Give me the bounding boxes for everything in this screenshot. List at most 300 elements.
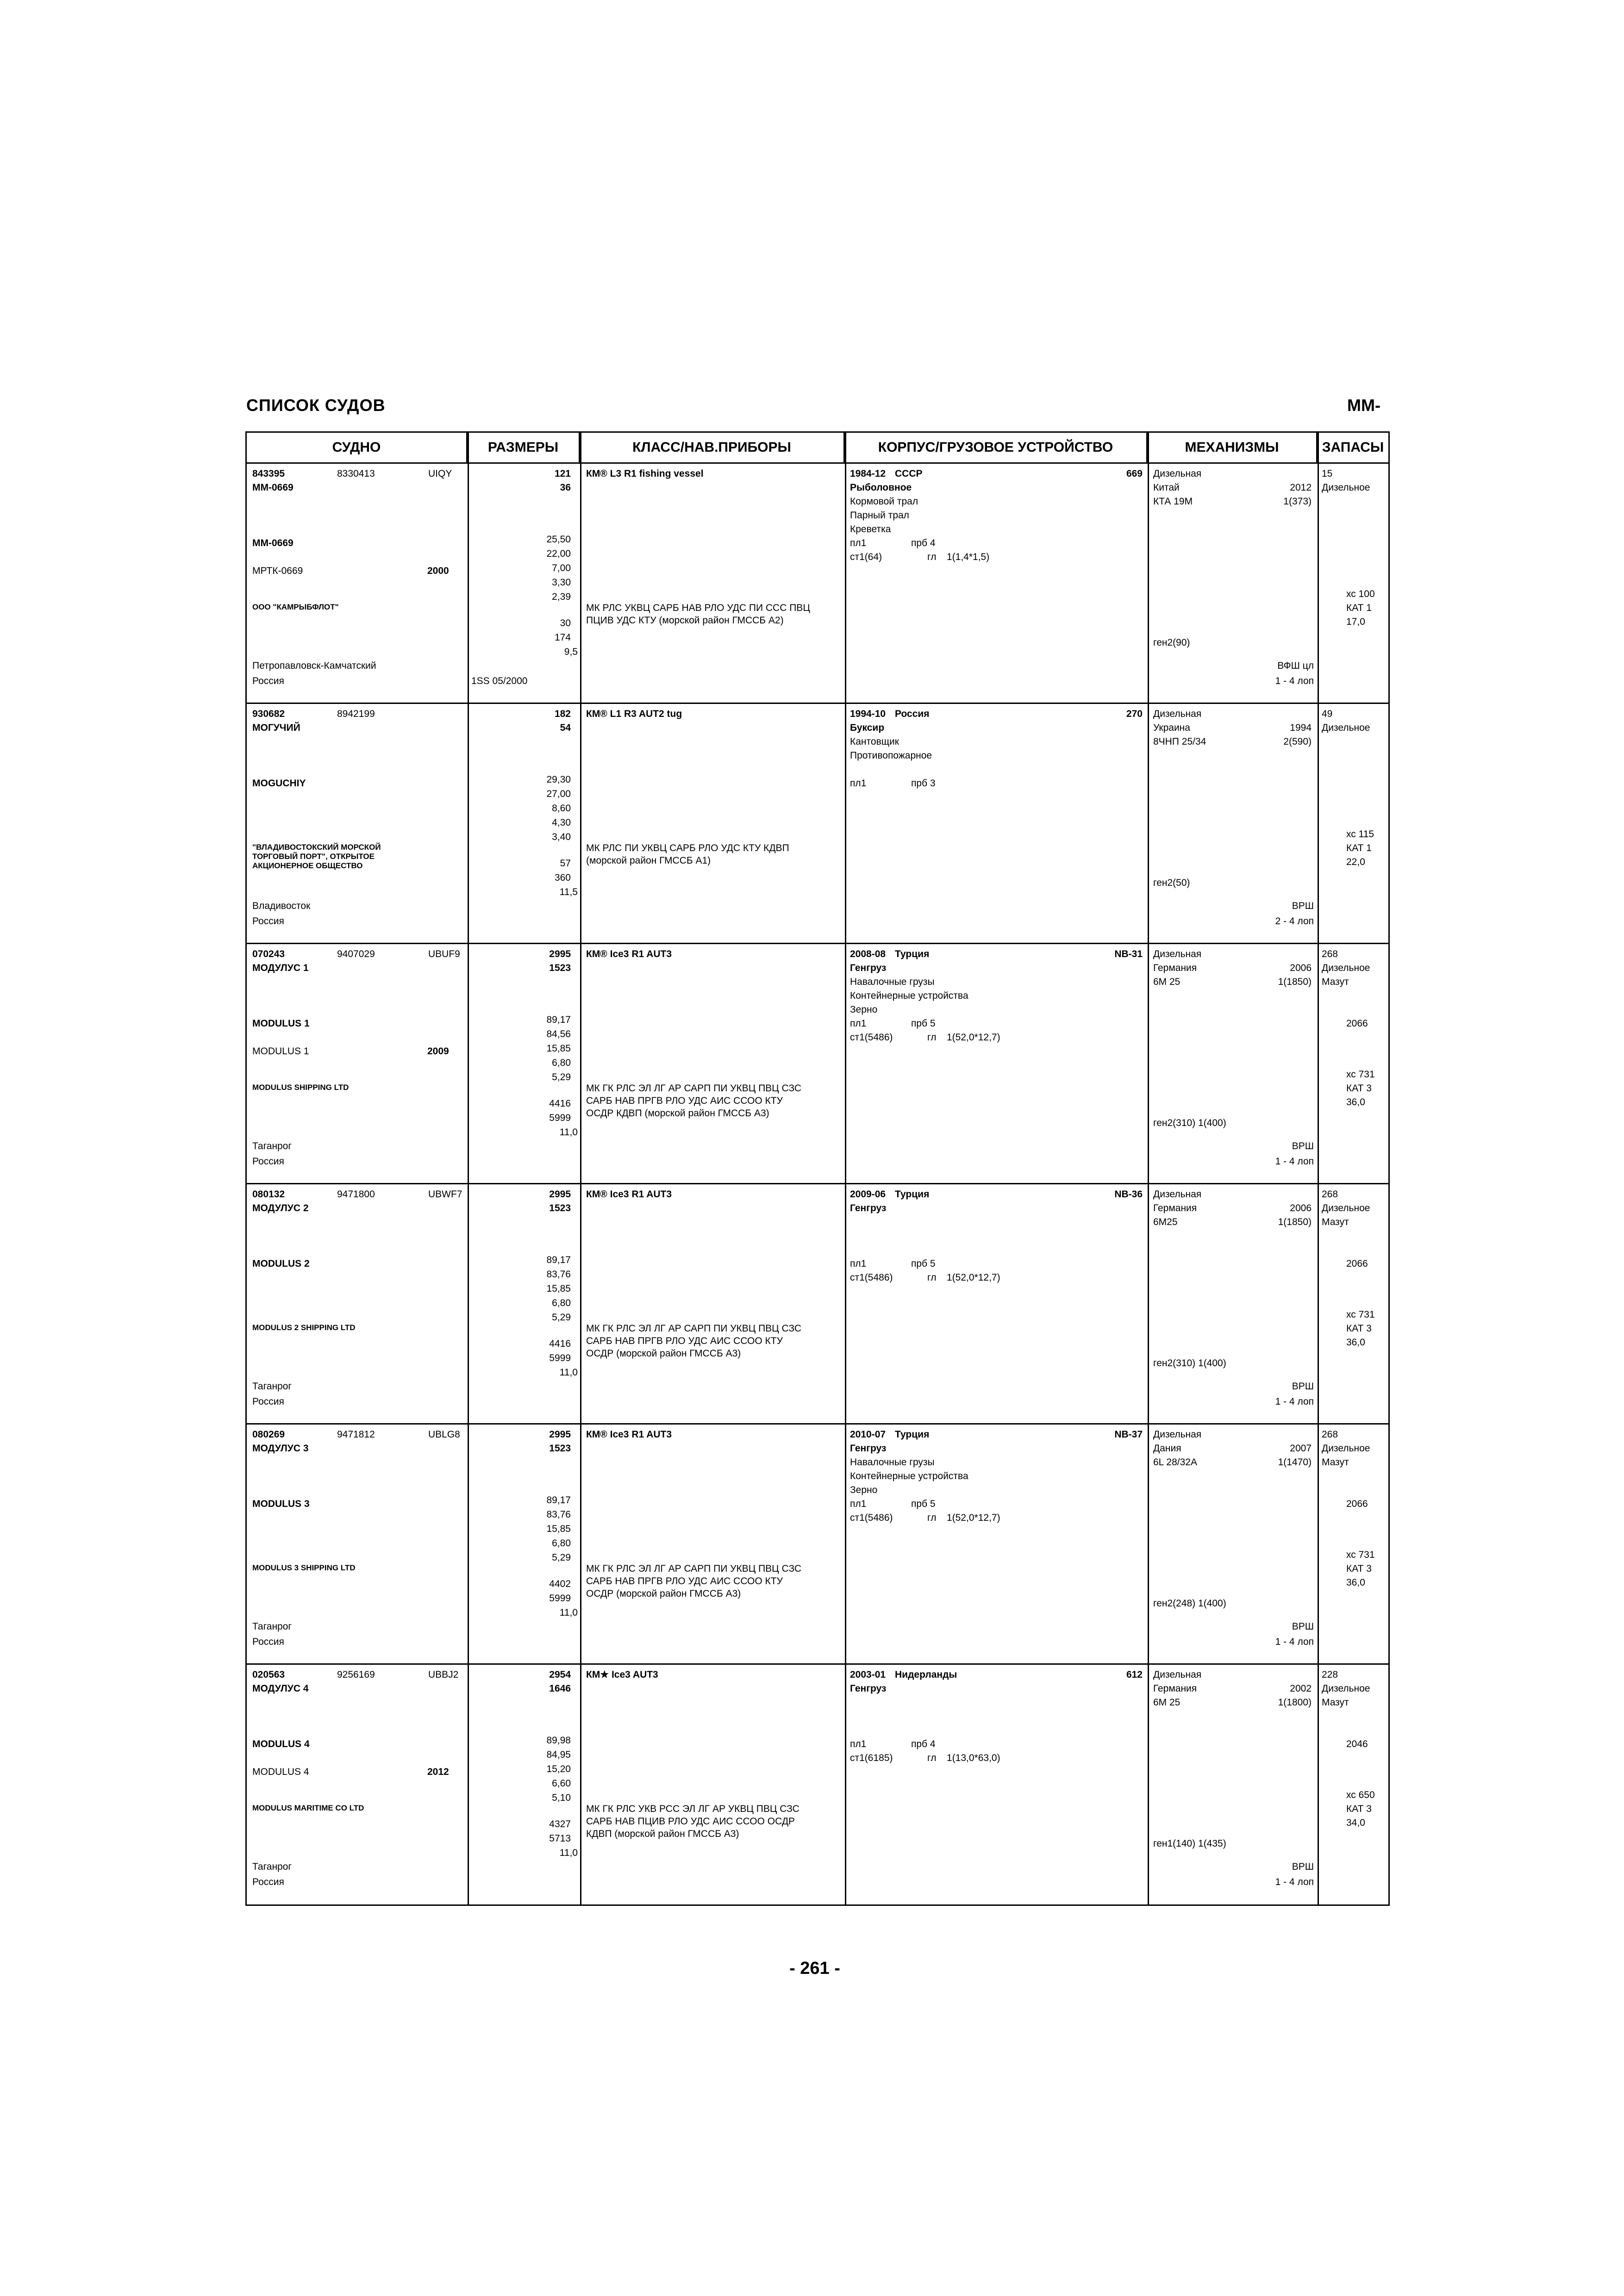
deck-count: пл1 bbox=[850, 538, 867, 548]
hull-feature-line: Контейнерные устройства bbox=[850, 1471, 968, 1481]
home-port: Таганрог bbox=[252, 1621, 292, 1632]
cargo-holds: ст1(6185) bbox=[850, 1753, 893, 1763]
propeller: ВРШ bbox=[1292, 1621, 1314, 1632]
ship-name-latin: MODULUS 3 bbox=[252, 1499, 310, 1509]
navigation-line: МК РЛС УКВЦ САРБ НАВ РЛО УДС ПИ ССС ПВЦ bbox=[586, 603, 810, 613]
length-pp: 83,76 bbox=[546, 1509, 571, 1520]
hatch-type: гл bbox=[927, 552, 937, 562]
navigation-line: САРБ НАВ ПРГВ РЛО УДС АИС ССОО КТУ bbox=[586, 1336, 783, 1346]
category: КАТ 1 bbox=[1346, 603, 1372, 613]
refrigeration: хс 731 bbox=[1346, 1549, 1375, 1560]
gross-tonnage: 2995 bbox=[549, 1189, 571, 1200]
former-name-year: 2012 bbox=[427, 1767, 449, 1777]
gross-tonnage: 2954 bbox=[549, 1669, 571, 1680]
deck-count: пл1 bbox=[850, 1499, 867, 1509]
ship-name: ММ-0669 bbox=[252, 482, 294, 493]
length-overall: 25,50 bbox=[546, 534, 571, 545]
yard-number: NB-31 bbox=[1114, 949, 1143, 959]
country: Россия bbox=[252, 1396, 284, 1407]
stores-extra: 2066 bbox=[1346, 1258, 1368, 1269]
owner: MODULUS MARITIME CO LTD bbox=[252, 1804, 364, 1812]
draught: 3,40 bbox=[552, 832, 571, 842]
call-sign: UBLG8 bbox=[428, 1429, 460, 1440]
length-overall: 89,17 bbox=[546, 1014, 571, 1025]
owner: MODULUS SHIPPING LTD bbox=[252, 1083, 349, 1092]
endurance: 36,0 bbox=[1346, 1337, 1365, 1348]
refrigeration: хс 731 bbox=[1346, 1069, 1375, 1080]
fuel-type-2: Мазут bbox=[1322, 1457, 1349, 1468]
propeller: ВРШ bbox=[1292, 1381, 1314, 1392]
bulkheads: прб 5 bbox=[911, 1258, 936, 1269]
navigation-line: ОСДР (морской район ГМССБ А3) bbox=[586, 1588, 741, 1599]
engine-power: 1(1850) bbox=[1278, 977, 1312, 987]
net-tonnage: 54 bbox=[560, 722, 571, 733]
gross-tonnage: 121 bbox=[554, 468, 571, 479]
document-title: СПИСОК СУДОВ bbox=[246, 396, 386, 415]
ship-entry bbox=[247, 1184, 1388, 1425]
owner: MODULUS 2 SHIPPING LTD bbox=[252, 1323, 356, 1332]
build-date: 2010-07 bbox=[850, 1429, 886, 1440]
category: КАТ 3 bbox=[1346, 1804, 1372, 1814]
engine-power: 1(1850) bbox=[1278, 1217, 1312, 1227]
net-tonnage: 1523 bbox=[549, 1203, 571, 1213]
fuel-type-2: Мазут bbox=[1322, 1217, 1349, 1227]
call-sign: UBWF7 bbox=[428, 1189, 462, 1200]
generators: ген1(140) 1(435) bbox=[1153, 1838, 1226, 1849]
fuel-capacity: 15 bbox=[1322, 468, 1333, 479]
fuel-capacity: 268 bbox=[1322, 949, 1338, 959]
ship-type: Генгруз bbox=[850, 1443, 887, 1454]
former-name: MODULUS 4 bbox=[252, 1767, 309, 1777]
fuel-type-2: Мазут bbox=[1322, 1697, 1349, 1708]
speed-knots: 11,0 bbox=[559, 1127, 578, 1138]
hull-feature-line: Навалочные грузы bbox=[850, 1457, 935, 1468]
engine-type: Дизельная bbox=[1153, 1189, 1202, 1200]
registry-number: 020563 bbox=[252, 1669, 285, 1680]
propeller: ВФШ цл bbox=[1277, 660, 1314, 671]
stores-extra: 2066 bbox=[1346, 1499, 1368, 1509]
draught: 5,29 bbox=[552, 1072, 571, 1083]
breadth: 7,00 bbox=[552, 563, 571, 573]
refrigeration: хс 115 bbox=[1346, 829, 1374, 840]
displacement: 5999 bbox=[549, 1353, 571, 1363]
engine-country: Германия bbox=[1153, 1683, 1197, 1694]
propeller-blades: 1 - 4 лоп bbox=[1275, 676, 1314, 686]
engine-type: Дизельная bbox=[1153, 709, 1202, 719]
bulkheads: прб 5 bbox=[911, 1499, 936, 1509]
build-date: 2009-06 bbox=[850, 1189, 886, 1200]
column-divider bbox=[1318, 433, 1319, 1904]
deadweight: 4416 bbox=[549, 1098, 571, 1109]
ship-name: МОДУЛУС 4 bbox=[252, 1683, 309, 1694]
hatch-size: 1(1,4*1,5) bbox=[947, 552, 990, 562]
generators: ген2(310) 1(400) bbox=[1153, 1358, 1226, 1369]
country: Россия bbox=[252, 1156, 284, 1167]
length-pp: 84,95 bbox=[546, 1749, 571, 1760]
class-notation: КМ★ Ice3 AUT3 bbox=[586, 1669, 658, 1680]
engine-year: 2007 bbox=[1290, 1443, 1312, 1454]
generators: ген2(248) 1(400) bbox=[1153, 1598, 1226, 1609]
yard-number: NB-37 bbox=[1114, 1429, 1143, 1440]
draught: 5,29 bbox=[552, 1312, 571, 1323]
former-name: MODULUS 1 bbox=[252, 1046, 309, 1057]
fuel-type: Дизельное bbox=[1322, 722, 1370, 733]
propeller: ВРШ bbox=[1292, 1861, 1314, 1872]
length-overall: 89,98 bbox=[546, 1735, 571, 1746]
refrigeration: хс 650 bbox=[1346, 1790, 1375, 1800]
propeller: ВРШ bbox=[1292, 1141, 1314, 1151]
depth: 4,30 bbox=[552, 817, 571, 828]
breadth: 15,85 bbox=[546, 1043, 571, 1054]
call-sign: UBBJ2 bbox=[428, 1669, 459, 1680]
draught: 5,29 bbox=[552, 1552, 571, 1563]
navigation-line: МК ГК РЛС ЭЛ ЛГ АР САРП ПИ УКВЦ ПВЦ СЗС bbox=[586, 1323, 802, 1334]
engine-model: КТА 19М bbox=[1153, 496, 1193, 507]
net-tonnage: 36 bbox=[560, 482, 571, 493]
bulkheads: прб 3 bbox=[911, 778, 936, 789]
hull-feature-line: Контейнерные устройства bbox=[850, 990, 968, 1001]
table-header bbox=[247, 433, 1388, 464]
hull-feature-line: Кормовой трал bbox=[850, 496, 918, 507]
hull-feature-line: Креветка bbox=[850, 524, 891, 535]
ship-type: Буксир bbox=[850, 722, 885, 733]
registry-number: 070243 bbox=[252, 949, 285, 959]
hatch-size: 1(52,0*12,7) bbox=[947, 1272, 1000, 1283]
registry-number: 843395 bbox=[252, 468, 285, 479]
length-overall: 89,17 bbox=[546, 1495, 571, 1506]
generators: ген2(310) 1(400) bbox=[1153, 1118, 1226, 1128]
navigation-line: МК ГК РЛС ЭЛ ЛГ АР САРП ПИ УКВЦ ПВЦ СЗС bbox=[586, 1083, 802, 1094]
call-sign: UIQY bbox=[428, 468, 452, 479]
draught: 2,39 bbox=[552, 591, 571, 602]
owner: ООО "КАМРЫБФЛОТ" bbox=[252, 603, 339, 611]
endurance: 36,0 bbox=[1346, 1097, 1365, 1108]
endurance: 17,0 bbox=[1346, 616, 1365, 627]
endurance: 22,0 bbox=[1346, 857, 1365, 867]
imo-number: 9471800 bbox=[337, 1189, 375, 1200]
ship-type: Генгруз bbox=[850, 963, 887, 973]
propeller-blades: 1 - 4 лоп bbox=[1275, 1396, 1314, 1407]
engine-model: 8ЧНП 25/34 bbox=[1153, 736, 1206, 747]
yard-number: 270 bbox=[1126, 709, 1143, 719]
column-divider bbox=[580, 433, 581, 1904]
home-port: Таганрог bbox=[252, 1381, 292, 1392]
breadth: 15,20 bbox=[546, 1764, 571, 1774]
home-port: Владивосток bbox=[252, 901, 311, 911]
section-code: ММ- bbox=[1347, 396, 1380, 415]
country: Россия bbox=[252, 676, 284, 686]
hatch-type: гл bbox=[927, 1753, 937, 1763]
engine-country: Китай bbox=[1153, 482, 1180, 493]
engine-year: 2006 bbox=[1290, 1203, 1312, 1213]
navigation-line: САРБ НАВ ПРГВ РЛО УДС АИС ССОО КТУ bbox=[586, 1576, 783, 1587]
ship-name-latin: MODULUS 4 bbox=[252, 1739, 310, 1749]
hull-feature-line: Зерно bbox=[850, 1004, 878, 1015]
cargo-holds: ст1(64) bbox=[850, 552, 882, 562]
ship-name-latin: MODULUS 2 bbox=[252, 1258, 310, 1269]
navigation-line: МК ГК РЛС УКВ РСС ЭЛ ЛГ АР УКВЦ ПВЦ СЗС bbox=[586, 1804, 800, 1814]
breadth: 8,60 bbox=[552, 803, 571, 814]
depth: 6,80 bbox=[552, 1538, 571, 1549]
endurance: 36,0 bbox=[1346, 1577, 1365, 1588]
length-pp: 84,56 bbox=[546, 1029, 571, 1039]
class-notation: КМ® L1 R3 AUT2 tug bbox=[586, 709, 682, 719]
ship-name-latin: MM-0669 bbox=[252, 538, 294, 548]
length-pp: 27,00 bbox=[546, 789, 571, 799]
engine-model: 6M 25 bbox=[1153, 977, 1181, 987]
fuel-capacity: 268 bbox=[1322, 1189, 1338, 1200]
engine-power: 1(373) bbox=[1283, 496, 1312, 507]
header-stores: ЗАПАСЫ bbox=[1322, 440, 1384, 455]
engine-year: 2006 bbox=[1290, 963, 1312, 973]
ship-name: МОДУЛУС 3 bbox=[252, 1443, 309, 1454]
depth: 6,60 bbox=[552, 1778, 571, 1789]
imo-number: 9407029 bbox=[337, 949, 375, 959]
former-name: МРТК-0669 bbox=[252, 566, 303, 576]
navigation-line: МК ГК РЛС ЭЛ ЛГ АР САРП ПИ УКВЦ ПВЦ СЗС bbox=[586, 1563, 802, 1574]
displacement: 360 bbox=[554, 872, 571, 883]
header-vessel: СУДНО bbox=[247, 433, 468, 462]
country: Россия bbox=[252, 916, 284, 927]
engine-type: Дизельная bbox=[1153, 1669, 1202, 1680]
bulkheads: прб 4 bbox=[911, 538, 936, 548]
country: Россия bbox=[252, 1877, 284, 1887]
fuel-capacity: 228 bbox=[1322, 1669, 1338, 1680]
class-notation: КМ® Ice3 R1 AUT3 bbox=[586, 1189, 672, 1200]
deck-count: пл1 bbox=[850, 778, 867, 789]
category: КАТ 1 bbox=[1346, 843, 1372, 853]
navigation-line: (морской район ГМССБ А1) bbox=[586, 855, 711, 866]
ship-entry bbox=[247, 944, 1388, 1184]
ship-type: Генгруз bbox=[850, 1203, 887, 1213]
deck-count: пл1 bbox=[850, 1258, 867, 1269]
imo-number: 8942199 bbox=[337, 709, 375, 719]
deadweight: 4416 bbox=[549, 1338, 571, 1349]
hatch-size: 1(13,0*63,0) bbox=[947, 1753, 1000, 1763]
class-notation: КМ® Ice3 R1 AUT3 bbox=[586, 949, 672, 959]
net-tonnage: 1646 bbox=[549, 1683, 571, 1694]
build-date: 2008-08 bbox=[850, 949, 886, 959]
column-divider bbox=[1148, 433, 1149, 1904]
fuel-type: Дизельное bbox=[1322, 963, 1370, 973]
category: КАТ 3 bbox=[1346, 1323, 1372, 1334]
registry-number: 930682 bbox=[252, 709, 285, 719]
speed-knots: 9,5 bbox=[564, 647, 578, 657]
generators: ген2(50) bbox=[1153, 877, 1190, 888]
page-number: - 261 - bbox=[789, 1959, 840, 1978]
engine-type: Дизельная bbox=[1153, 468, 1202, 479]
net-tonnage: 1523 bbox=[549, 963, 571, 973]
cargo-holds: ст1(5486) bbox=[850, 1272, 893, 1283]
ship-entry bbox=[247, 464, 1388, 704]
yard-number: 669 bbox=[1126, 468, 1143, 479]
navigation-line: ОСДР (морской район ГМССБ А3) bbox=[586, 1348, 741, 1359]
net-tonnage: 1523 bbox=[549, 1443, 571, 1454]
fuel-type: Дизельное bbox=[1322, 1443, 1370, 1454]
gross-tonnage: 182 bbox=[554, 709, 571, 719]
deadweight: 4327 bbox=[549, 1819, 571, 1829]
deadweight: 30 bbox=[560, 618, 571, 628]
former-name-year: 2009 bbox=[427, 1046, 449, 1057]
hull-feature-line: Парный трал bbox=[850, 510, 909, 521]
home-port: Петропавловск-Камчатский bbox=[252, 660, 376, 671]
category: КАТ 3 bbox=[1346, 1563, 1372, 1574]
fuel-type: Дизельное bbox=[1322, 1683, 1370, 1694]
yard-number: NB-36 bbox=[1114, 1189, 1143, 1200]
fuel-capacity: 268 bbox=[1322, 1429, 1338, 1440]
engine-model: 6L 28/32A bbox=[1153, 1457, 1197, 1468]
length-pp: 22,00 bbox=[546, 548, 571, 559]
displacement: 5999 bbox=[549, 1593, 571, 1604]
build-date: 1994-10 bbox=[850, 709, 886, 719]
deck-count: пл1 bbox=[850, 1018, 867, 1029]
displacement: 5713 bbox=[549, 1833, 571, 1844]
engine-power: 2(590) bbox=[1283, 736, 1312, 747]
propeller-blades: 2 - 4 лоп bbox=[1275, 916, 1314, 927]
owner: "ВЛАДИВОСТОКСКИЙ МОРСКОЙ ТОРГОВЫЙ ПОРТ", ОТКРЫТОЕ АКЦИОНЕРНОЕ ОБЩЕСТВО bbox=[252, 843, 381, 870]
build-country: Турция bbox=[895, 1189, 930, 1200]
ship-name-latin: MOGUCHIY bbox=[252, 778, 306, 789]
bulkheads: прб 5 bbox=[911, 1018, 936, 1029]
propeller-blades: 1 - 4 лоп bbox=[1275, 1877, 1314, 1887]
build-country: Турция bbox=[895, 949, 930, 959]
gross-tonnage: 2995 bbox=[549, 1429, 571, 1440]
engine-year: 1994 bbox=[1290, 722, 1312, 733]
hull-feature-line: Зерно bbox=[850, 1485, 878, 1495]
owner: MODULUS 3 SHIPPING LTD bbox=[252, 1563, 356, 1572]
speed-knots: 11,0 bbox=[559, 1848, 578, 1858]
ship-type: Рыболовное bbox=[850, 482, 912, 493]
navigation-line: ОСДР КДВП (морской район ГМССБ А3) bbox=[586, 1108, 769, 1119]
depth: 6,80 bbox=[552, 1298, 571, 1308]
speed-knots: 11,5 bbox=[559, 887, 578, 897]
engine-type: Дизельная bbox=[1153, 1429, 1202, 1440]
imo-number: 9471812 bbox=[337, 1429, 375, 1440]
propeller-blades: 1 - 4 лоп bbox=[1275, 1636, 1314, 1647]
registry-number: 080132 bbox=[252, 1189, 285, 1200]
ship-register-table bbox=[245, 431, 1390, 1906]
home-port: Таганрог bbox=[252, 1861, 292, 1872]
fuel-type: Дизельное bbox=[1322, 482, 1370, 493]
class-notation: КМ® Ice3 R1 AUT3 bbox=[586, 1429, 672, 1440]
header-class-nav: КЛАСС/НАВ.ПРИБОРЫ bbox=[580, 433, 845, 462]
header-hull-cargo: КОРПУС/ГРУЗОВОЕ УСТРОЙСТВО bbox=[845, 433, 1148, 462]
fuel-type: Дизельное bbox=[1322, 1203, 1370, 1213]
country: Россия bbox=[252, 1636, 284, 1647]
cargo-holds: ст1(5486) bbox=[850, 1512, 893, 1523]
hull-feature-line: Навалочные грузы bbox=[850, 977, 935, 987]
deadweight: 4402 bbox=[549, 1579, 571, 1589]
header-machinery: МЕХАНИЗМЫ bbox=[1148, 433, 1318, 462]
hatch-type: гл bbox=[927, 1512, 937, 1523]
deck-count: пл1 bbox=[850, 1739, 867, 1749]
cargo-holds: ст1(5486) bbox=[850, 1032, 893, 1043]
gross-tonnage: 2995 bbox=[549, 949, 571, 959]
hull-feature-line: Кантовщик bbox=[850, 736, 899, 747]
refrigeration: хс 100 bbox=[1346, 589, 1375, 599]
engine-country: Дания bbox=[1153, 1443, 1181, 1454]
ship-entry bbox=[247, 1665, 1388, 1905]
navigation-line: САРБ НАВ ПРГВ РЛО УДС АИС ССОО КТУ bbox=[586, 1095, 783, 1106]
ship-type: Генгруз bbox=[850, 1683, 887, 1694]
engine-country: Украина bbox=[1153, 722, 1190, 733]
deadweight: 57 bbox=[560, 858, 571, 869]
ship-name: МОГУЧИЙ bbox=[252, 722, 300, 733]
former-name-year: 2000 bbox=[427, 566, 449, 576]
displacement: 174 bbox=[554, 632, 571, 643]
stores-extra: 2066 bbox=[1346, 1018, 1368, 1029]
ship-name: МОДУЛУС 2 bbox=[252, 1203, 309, 1213]
hull-feature-line: Противопожарное bbox=[850, 750, 932, 761]
speed-knots: 11,0 bbox=[559, 1367, 578, 1378]
depth: 3,30 bbox=[552, 577, 571, 588]
home-port: Таганрог bbox=[252, 1141, 292, 1151]
generators: ген2(90) bbox=[1153, 637, 1190, 648]
call-sign: UBUF9 bbox=[428, 949, 460, 959]
navigation-line: КДВП (морской район ГМССБ А3) bbox=[586, 1829, 739, 1839]
depth: 6,80 bbox=[552, 1058, 571, 1068]
category: КАТ 3 bbox=[1346, 1083, 1372, 1094]
yard-number: 612 bbox=[1126, 1669, 1143, 1680]
engine-country: Германия bbox=[1153, 963, 1197, 973]
column-divider bbox=[845, 433, 846, 1904]
survey-document: 1SS 05/2000 bbox=[471, 676, 528, 686]
ship-entry bbox=[247, 704, 1388, 944]
endurance: 34,0 bbox=[1346, 1817, 1365, 1828]
engine-country: Германия bbox=[1153, 1203, 1197, 1213]
refrigeration: хс 731 bbox=[1346, 1309, 1375, 1320]
length-overall: 89,17 bbox=[546, 1255, 571, 1265]
breadth: 15,85 bbox=[546, 1283, 571, 1294]
fuel-capacity: 49 bbox=[1322, 709, 1333, 719]
ship-name-latin: MODULUS 1 bbox=[252, 1018, 310, 1029]
navigation-line: ПЦИВ УДС КТУ (морской район ГМССБ А2) bbox=[586, 615, 784, 626]
engine-year: 2002 bbox=[1290, 1683, 1312, 1694]
speed-knots: 11,0 bbox=[559, 1607, 578, 1618]
header-dimensions: РАЗМЕРЫ bbox=[468, 433, 580, 462]
build-country: Россия bbox=[895, 709, 930, 719]
engine-power: 1(1800) bbox=[1278, 1697, 1312, 1708]
build-date: 1984-12 bbox=[850, 468, 886, 479]
build-country: Турция bbox=[895, 1429, 930, 1440]
hatch-size: 1(52,0*12,7) bbox=[947, 1512, 1000, 1523]
build-date: 2003-01 bbox=[850, 1669, 886, 1680]
propeller: ВРШ bbox=[1292, 901, 1314, 911]
bulkheads: прб 4 bbox=[911, 1739, 936, 1749]
engine-power: 1(1470) bbox=[1278, 1457, 1312, 1468]
ship-entry bbox=[247, 1425, 1388, 1665]
navigation-line: САРБ НАВ ПЦИВ РЛО УДС АИС ССОО ОСДР bbox=[586, 1816, 795, 1827]
build-country: Нидерланды bbox=[895, 1669, 957, 1680]
engine-type: Дизельная bbox=[1153, 949, 1202, 959]
draught: 5,10 bbox=[552, 1792, 571, 1803]
propeller-blades: 1 - 4 лоп bbox=[1275, 1156, 1314, 1167]
column-divider bbox=[468, 433, 469, 1904]
imo-number: 9256169 bbox=[337, 1669, 375, 1680]
build-country: СССР bbox=[895, 468, 923, 479]
breadth: 15,85 bbox=[546, 1524, 571, 1534]
hatch-type: гл bbox=[927, 1272, 937, 1283]
hatch-type: гл bbox=[927, 1032, 937, 1043]
engine-model: 6M25 bbox=[1153, 1217, 1178, 1227]
ship-name: МОДУЛУС 1 bbox=[252, 963, 309, 973]
engine-model: 6M 25 bbox=[1153, 1697, 1181, 1708]
registry-number: 080269 bbox=[252, 1429, 285, 1440]
length-pp: 83,76 bbox=[546, 1269, 571, 1280]
navigation-line: МК РЛС ПИ УКВЦ САРБ РЛО УДС КТУ КДВП bbox=[586, 843, 789, 853]
displacement: 5999 bbox=[549, 1113, 571, 1123]
class-notation: КМ® L3 R1 fishing vessel bbox=[586, 468, 704, 479]
